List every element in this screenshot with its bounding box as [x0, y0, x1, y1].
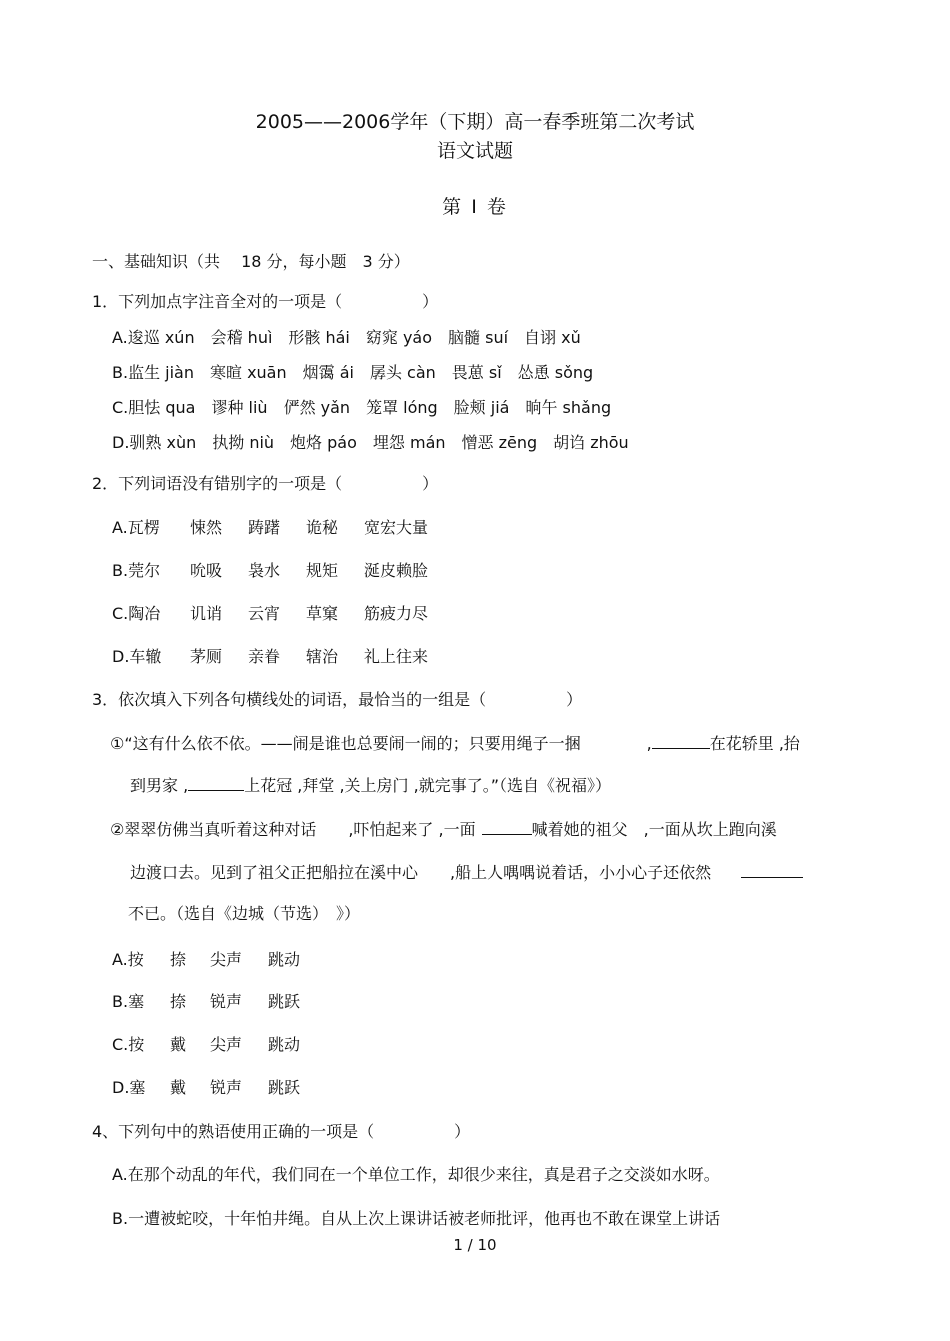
q2-option-a [112, 518, 450, 538]
q2-option-c [112, 604, 450, 624]
q3-sentence-2-line-3: 不已。（选自《边城（节选） 》） [128, 904, 361, 923]
q4-stem: 4、下列句中的熟语使用正确的一项是（ ） [92, 1122, 471, 1141]
q3-d-word-1: D.塞 [112, 1078, 146, 1097]
q2-b-word-2: 吮吸 [190, 561, 223, 580]
q3-d-word-4: 跳跃 [268, 1078, 301, 1097]
q2-b-word-1: B.莞尔 [112, 561, 161, 580]
q1-option-b: B.监生 jiàn 寒暄 xuān 烟霭 ái 孱头 càn 畏葸 sǐ 怂恿 sǒng [112, 363, 594, 382]
q3-stem: 3．依次填入下列各句横线处的词语，最恰当的一组是（ ） [92, 690, 583, 709]
q3-s2-text-b: 喊着她的祖父 ,一面从坎上跑向溪 [531, 820, 777, 839]
q3-b-word-4: 跳跃 [268, 992, 301, 1011]
q2-d-word-1: D.车辙 [112, 647, 162, 666]
page-number: 1 / 10 [453, 1236, 497, 1254]
q4-option-b: B.一遭被蛇咬，十年怕井绳。自从上次上课讲话被老师批评，他再也不敢在课堂上讲话 [112, 1209, 721, 1228]
q1-stem: 1．下列加点字注音全对的一项是（ ） [92, 292, 439, 311]
q3-a-word-2: 捺 [170, 950, 187, 969]
q3-s1-text-e: 上花冠 ,拜堂 ,关上房门 ,就完事了。”（选自《祝福》） [244, 776, 611, 795]
q2-option-b [112, 561, 450, 581]
q3-c-word-4: 跳动 [268, 1035, 301, 1054]
q3-sentence-1-line-1 [110, 732, 800, 754]
q3-d-word-2: 戴 [170, 1078, 187, 1097]
q2-c-word-3: 云宵 [248, 604, 281, 623]
exam-title: 2005——2006学年（下期）高一春季班第二次考试 [255, 111, 695, 133]
q2-b-word-5: 涎皮赖脸 [364, 561, 429, 580]
q2-c-word-1: C.陶冶 [112, 604, 161, 623]
q3-s2-text-a: ②翠翠仿佛当真听着这种对话 ,吓怕起来了 ,一面 [110, 820, 476, 839]
q3-s1-text-d: 到男家 , [130, 776, 189, 795]
q2-c-word-2: 讥诮 [190, 604, 223, 623]
q3-option-a [112, 950, 322, 970]
q1-option-d: D.驯熟 xùn 执拗 niù 炮烙 páo 埋怨 mán 憎恶 zēng 胡诌 zhōu [112, 433, 629, 452]
q3-d-word-3: 锐声 [210, 1078, 243, 1097]
exam-subtitle: 语文试题 [436, 140, 513, 162]
q3-s2-text-c: 边渡口去。见到了祖父正把船拉在溪中心 ,船上人喁喁说着话，小小心子还依然 [130, 863, 712, 882]
q3-sentence-2-line-2 [130, 861, 803, 883]
q3-a-word-4: 跳动 [268, 950, 301, 969]
q2-option-d [112, 647, 450, 667]
q3-b-word-2: 捺 [170, 992, 187, 1011]
q2-a-word-3: 踌躇 [248, 518, 281, 537]
q2-d-word-4: 辖治 [306, 647, 339, 666]
q3-c-word-3: 尖声 [210, 1035, 243, 1054]
q3-c-word-2: 戴 [170, 1035, 187, 1054]
q2-a-word-4: 诡秘 [306, 518, 339, 537]
q2-b-word-3: 袅水 [248, 561, 281, 580]
q3-blank-1 [652, 732, 710, 749]
q2-stem: 2．下列词语没有错别字的一项是（ ） [92, 474, 439, 493]
q2-c-word-4: 草窠 [306, 604, 339, 623]
q1-option-c: C.胆怯 qua 谬种 liù 俨然 yǎn 笼罩 lóng 脸颊 jiá 晌午 shǎng [112, 398, 612, 417]
q3-option-b [112, 992, 322, 1012]
q3-s1-text-c: 在花轿里 ,抬 [709, 734, 800, 753]
q2-c-word-5: 筋疲力尽 [364, 604, 429, 623]
q3-option-c [112, 1035, 322, 1055]
q3-a-word-3: 尖声 [210, 950, 243, 969]
volume-title: 第 I 卷 [442, 196, 508, 218]
q3-a-word-1: A.按 [112, 950, 144, 969]
q3-sentence-2-line-1 [110, 818, 777, 840]
q3-option-d [112, 1078, 322, 1098]
section-heading: 一、基础知识（共 18 分，每小题 3 分） [92, 252, 410, 271]
q3-sentence-1-line-2 [130, 774, 611, 796]
q2-a-word-2: 悚然 [190, 518, 223, 537]
q4-option-a: A.在那个动乱的年代，我们同在一个单位工作，却很少来往，真是君子之交淡如水呀。 [112, 1165, 720, 1184]
q2-a-word-5: 宽宏大量 [364, 518, 429, 537]
q2-d-word-5: 礼上往来 [364, 647, 429, 666]
q3-blank-3 [482, 818, 532, 835]
q3-blank-2 [188, 774, 244, 791]
q2-a-word-1: A.瓦楞 [112, 518, 160, 537]
q3-b-word-1: B.塞 [112, 992, 145, 1011]
q2-d-word-2: 茅厕 [190, 647, 223, 666]
q3-s1-text-a: ①“这有什么依不依。——闹是谁也总要闹一闹的；只要用绳子一捆 [110, 734, 581, 753]
q3-c-word-1: C.按 [112, 1035, 145, 1054]
q3-s1-text-b: , [646, 734, 652, 753]
q2-d-word-3: 亲眷 [248, 647, 281, 666]
q1-option-a: A.逡巡 xún 会稽 huì 形骸 hái 窈窕 yáo 脑髓 suí 自诩 xǔ [112, 328, 581, 347]
q3-blank-4 [741, 861, 803, 878]
q2-b-word-4: 规矩 [306, 561, 339, 580]
q3-b-word-3: 锐声 [210, 992, 243, 1011]
